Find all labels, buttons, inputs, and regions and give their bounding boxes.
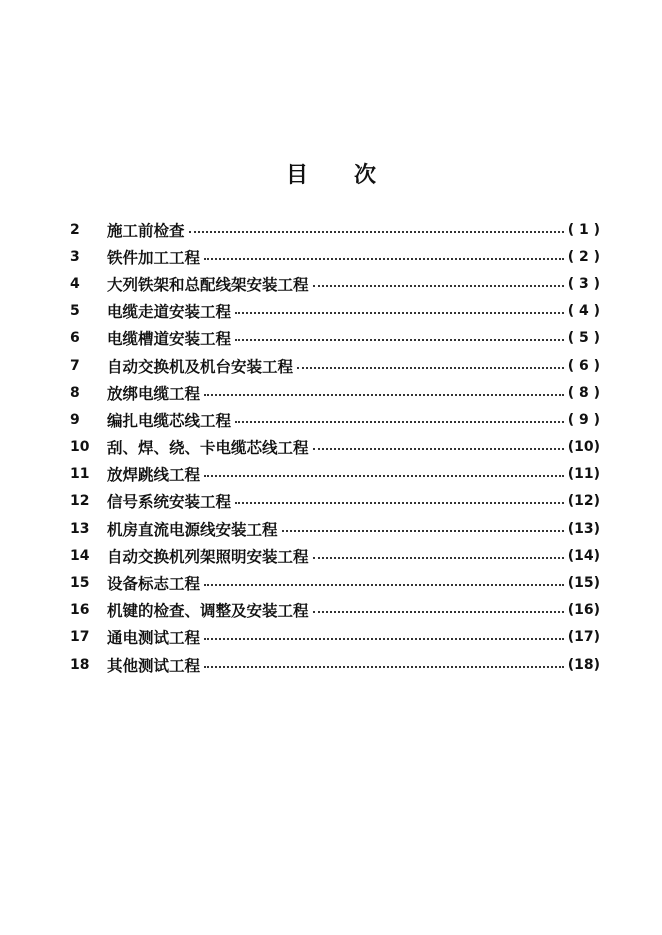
toc-dot-leader bbox=[189, 231, 564, 233]
toc-entry-page-number: ( 8 ) bbox=[567, 384, 600, 401]
toc-dot-leader bbox=[235, 502, 564, 504]
toc-dot-leader bbox=[204, 666, 564, 668]
toc-entry-page-number: (11) bbox=[567, 466, 600, 483]
toc-entry-number: 14 bbox=[70, 547, 90, 564]
toc-dot-leader bbox=[204, 258, 564, 260]
toc-entry-title: 自动交换机列架照明安装工程 bbox=[107, 546, 309, 566]
toc-entry bbox=[70, 651, 600, 678]
toc-entry bbox=[70, 298, 600, 325]
toc-entry-title: 自动交换机及机台安装工程 bbox=[107, 356, 294, 376]
toc-entry-number: 18 bbox=[70, 656, 90, 673]
page-title bbox=[0, 158, 662, 189]
toc-entry-title: 机键的检查、调整及安装工程 bbox=[107, 601, 309, 621]
toc-entry-page-number: (13) bbox=[567, 520, 600, 537]
toc-entry-page-number: (17) bbox=[567, 629, 600, 646]
toc-entry bbox=[70, 569, 600, 596]
toc-entry bbox=[70, 406, 600, 433]
toc-entry bbox=[70, 216, 600, 243]
toc-entry-page-number: (15) bbox=[567, 575, 600, 592]
toc-entry bbox=[70, 624, 600, 651]
toc-entry-title: 其他测试工程 bbox=[107, 655, 201, 675]
toc-entry-title: 机房直流电源线安装工程 bbox=[107, 519, 278, 539]
toc-entry-number: 15 bbox=[70, 575, 90, 592]
toc-entry-number: 11 bbox=[70, 466, 90, 483]
toc-entry bbox=[70, 352, 600, 379]
toc-entry bbox=[70, 488, 600, 515]
toc-entry-number: 4 bbox=[70, 275, 80, 292]
toc-entry-title: 设备标志工程 bbox=[107, 574, 201, 594]
toc-entry-page-number: ( 3 ) bbox=[567, 275, 600, 292]
toc-entry-page-number: (14) bbox=[567, 547, 600, 564]
toc-entry-page-number: (16) bbox=[567, 602, 600, 619]
toc-entry-number: 5 bbox=[70, 303, 80, 320]
toc-entry-page-number: (10) bbox=[567, 439, 600, 456]
toc-entry-title: 放绑电缆工程 bbox=[107, 383, 201, 403]
toc-entry-number: 2 bbox=[70, 221, 80, 238]
toc-entry-number: 16 bbox=[70, 602, 90, 619]
toc-dot-leader bbox=[204, 394, 564, 396]
toc-entry bbox=[70, 597, 600, 624]
toc-entry-title: 施工前检查 bbox=[107, 220, 185, 240]
toc-dot-leader bbox=[313, 557, 564, 559]
toc-entry-title: 电缆槽道安装工程 bbox=[107, 329, 232, 349]
toc-dot-leader bbox=[282, 530, 564, 532]
toc-entry-title: 刮、焊、绕、卡电缆芯线工程 bbox=[107, 438, 309, 458]
toc-entry-number: 13 bbox=[70, 520, 90, 537]
toc-entry bbox=[70, 243, 600, 270]
toc-entry-page-number: ( 5 ) bbox=[567, 330, 600, 347]
toc-entry-page-number: (18) bbox=[567, 656, 600, 673]
toc-dot-leader bbox=[204, 638, 564, 640]
toc-dot-leader bbox=[297, 367, 564, 369]
toc-entry bbox=[70, 461, 600, 488]
toc-entry bbox=[70, 270, 600, 297]
toc-entry-number: 7 bbox=[70, 357, 80, 374]
toc-entry bbox=[70, 379, 600, 406]
toc-dot-leader bbox=[313, 448, 564, 450]
toc-entry-page-number: ( 2 ) bbox=[567, 248, 600, 265]
toc-entry-title: 编扎电缆芯线工程 bbox=[107, 410, 232, 430]
toc-entry-number: 6 bbox=[70, 330, 80, 347]
toc-dot-leader bbox=[235, 421, 564, 423]
toc-dot-leader bbox=[313, 611, 564, 613]
toc-entry-title: 大列铁架和总配线架安装工程 bbox=[107, 274, 309, 294]
toc-dot-leader bbox=[235, 312, 564, 314]
toc-entry-title: 信号系统安装工程 bbox=[107, 492, 232, 512]
toc-dot-leader bbox=[313, 285, 564, 287]
toc-entry-page-number: ( 9 ) bbox=[567, 411, 600, 428]
toc-dot-leader bbox=[204, 475, 564, 477]
toc-entry-number: 8 bbox=[70, 384, 80, 401]
toc-entry-number: 3 bbox=[70, 248, 80, 265]
toc-entry bbox=[70, 325, 600, 352]
toc-dot-leader bbox=[235, 339, 564, 341]
toc-entry bbox=[70, 434, 600, 461]
toc-entry-title: 铁件加工工程 bbox=[107, 247, 201, 267]
toc-dot-leader bbox=[204, 584, 564, 586]
table-of-contents bbox=[70, 216, 600, 678]
title-char-1: 目 bbox=[285, 162, 308, 188]
toc-entry-title: 电缆走道安装工程 bbox=[107, 302, 232, 322]
toc-entry-number: 10 bbox=[70, 439, 90, 456]
toc-entry-number: 17 bbox=[70, 629, 90, 646]
toc-entry bbox=[70, 515, 600, 542]
toc-entry-title: 放焊跳线工程 bbox=[107, 465, 201, 485]
toc-entry-number: 12 bbox=[70, 493, 90, 510]
toc-entry-number: 9 bbox=[70, 411, 80, 428]
toc-entry-page-number: ( 4 ) bbox=[567, 303, 600, 320]
toc-entry-page-number: ( 6 ) bbox=[567, 357, 600, 374]
toc-entry-page-number: (12) bbox=[567, 493, 600, 510]
toc-entry-page-number: ( 1 ) bbox=[567, 221, 600, 238]
toc-entry-title: 通电测试工程 bbox=[107, 628, 201, 648]
title-char-2: 次 bbox=[354, 162, 377, 188]
toc-entry bbox=[70, 542, 600, 569]
